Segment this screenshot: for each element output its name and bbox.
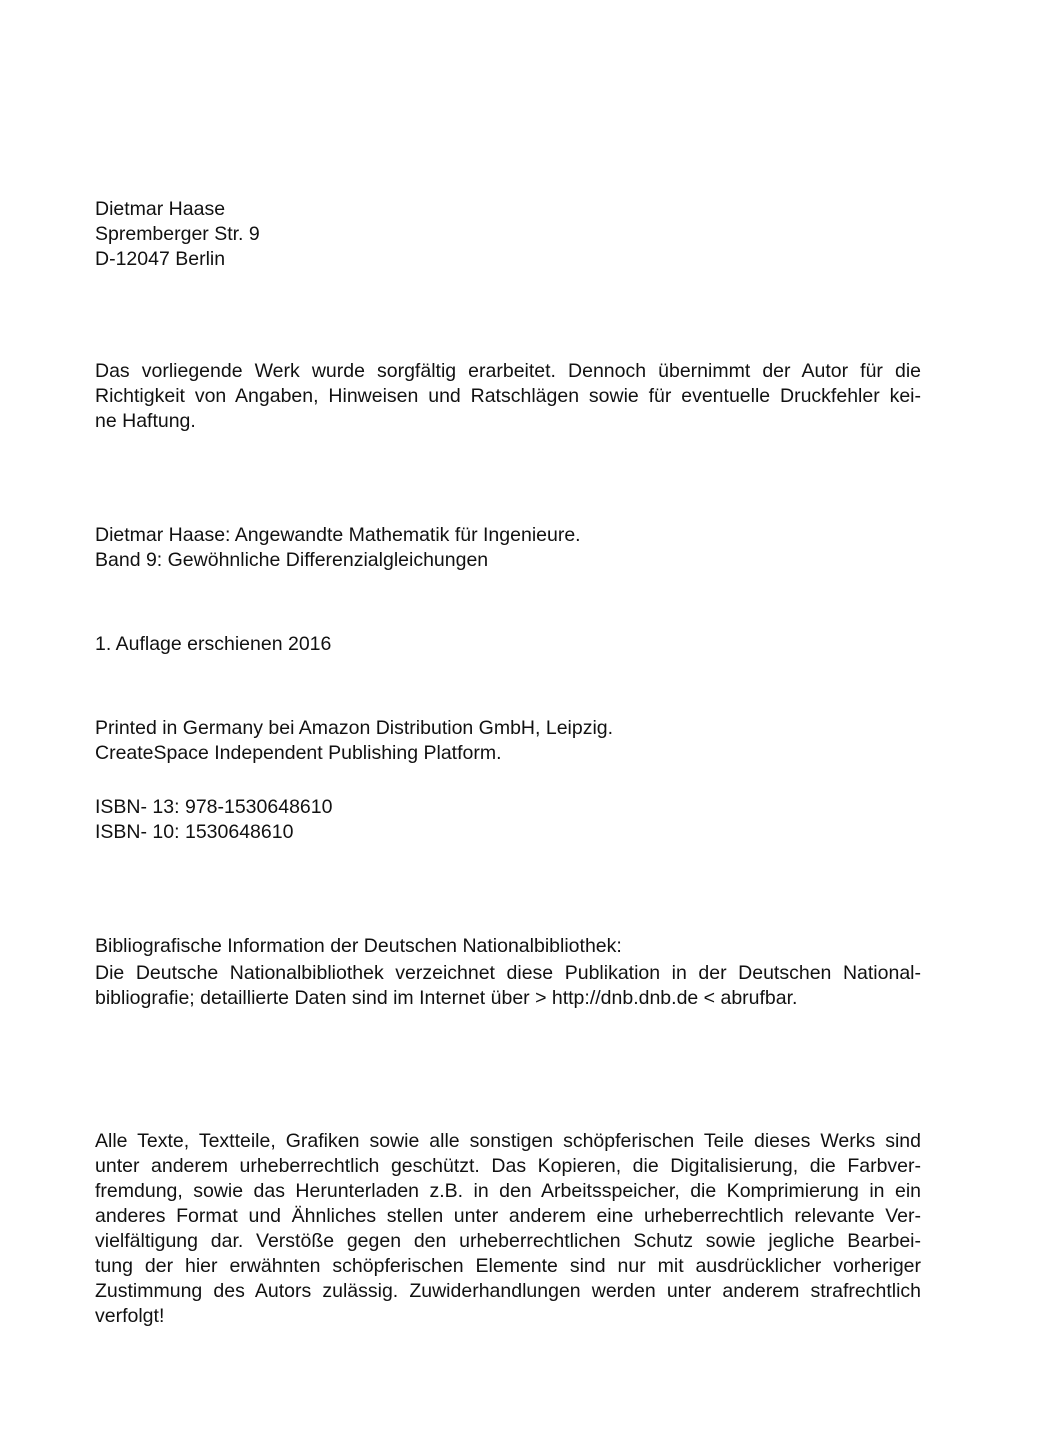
bibliography-heading: Bibliografische Information der Deutschen Nationalbibliothek: bbox=[95, 935, 622, 957]
bibliography-line: bibliografie; detaillierte Daten sind im Internet über > http://dnb.dnb.de < abrufbar. bbox=[95, 987, 798, 1009]
edition-block bbox=[95, 632, 921, 657]
isbn-13 bbox=[95, 795, 921, 820]
copyright-line: anderes Format und Ähnliches stellen unter anderem eine urheberrechtlich relevante Ver- bbox=[95, 1205, 921, 1227]
copyright-line: Zustimmung des Autors zulässig. Zuwiderhandlungen werden unter anderem strafrechtlich bbox=[95, 1280, 921, 1302]
isbn-13-label: ISBN- 13: bbox=[95, 796, 180, 818]
book-title: Dietmar Haase: Angewandte Mathematik für Ingenieure. bbox=[95, 524, 581, 546]
isbn-13-value: 978-1530648610 bbox=[184, 796, 333, 818]
disclaimer-line: ne Haftung. bbox=[95, 410, 196, 432]
author-address bbox=[95, 197, 921, 272]
isbn-10-value: 1530648610 bbox=[184, 821, 294, 843]
printing-line-1: Printed in Germany bei Amazon Distribution GmbH, Leipzig. bbox=[95, 717, 614, 739]
author-name: Dietmar Haase bbox=[95, 198, 226, 220]
copyright-line: vielfältigung dar. Verstöße gegen den urheberrechtlichen Schutz sowie jegliche Bearbei- bbox=[95, 1230, 921, 1252]
printing-block bbox=[95, 716, 921, 766]
bibliography-line: Die Deutsche Nationalbibliothek verzeichnet diese Publikation in der Deutschen National- bbox=[95, 962, 921, 984]
isbn-10 bbox=[95, 820, 921, 845]
book-title-block bbox=[95, 523, 921, 573]
author-street: Spremberger Str. 9 bbox=[95, 223, 260, 245]
copyright-line: Alle Texte, Textteile, Grafiken sowie alle sonstigen schöpferischen Teile dieses Werks sind bbox=[95, 1130, 921, 1152]
isbn-10-label: ISBN- 10: bbox=[95, 821, 180, 843]
copyright-line: verfolgt! bbox=[95, 1305, 165, 1327]
bibliography-block bbox=[95, 934, 921, 1011]
author-city: D-12047 Berlin bbox=[95, 248, 226, 270]
book-volume: Band 9: Gewöhnliche Differenzialgleichungen bbox=[95, 549, 489, 571]
edition-text: 1. Auflage erschienen 2016 bbox=[95, 633, 332, 655]
copyright-line: tung der hier erwähnten schöpferischen Elemente sind nur mit ausdrücklicher vorheriger bbox=[95, 1255, 921, 1277]
disclaimer-line: Das vorliegende Werk wurde sorgfältig erarbeitet. Dennoch übernimmt der Autor für die bbox=[95, 360, 921, 382]
disclaimer-line: Richtigkeit von Angaben, Hinweisen und Ratschlägen sowie für eventuelle Druckfehler kei- bbox=[95, 385, 921, 407]
printing-line-2: CreateSpace Independent Publishing Platform. bbox=[95, 742, 502, 764]
isbn-block bbox=[95, 795, 921, 845]
copyright-line: fremdung, sowie das Herunterladen z.B. in den Arbeitsspeicher, die Komprimierung in ein bbox=[95, 1180, 921, 1202]
copyright-paragraph bbox=[95, 1129, 921, 1329]
bibliography-paragraph bbox=[95, 961, 921, 1011]
copyright-line: unter anderem urheberrechtlich geschützt. Das Kopieren, die Digitalisierung, die Farbver- bbox=[95, 1155, 921, 1177]
disclaimer-paragraph bbox=[95, 359, 921, 434]
